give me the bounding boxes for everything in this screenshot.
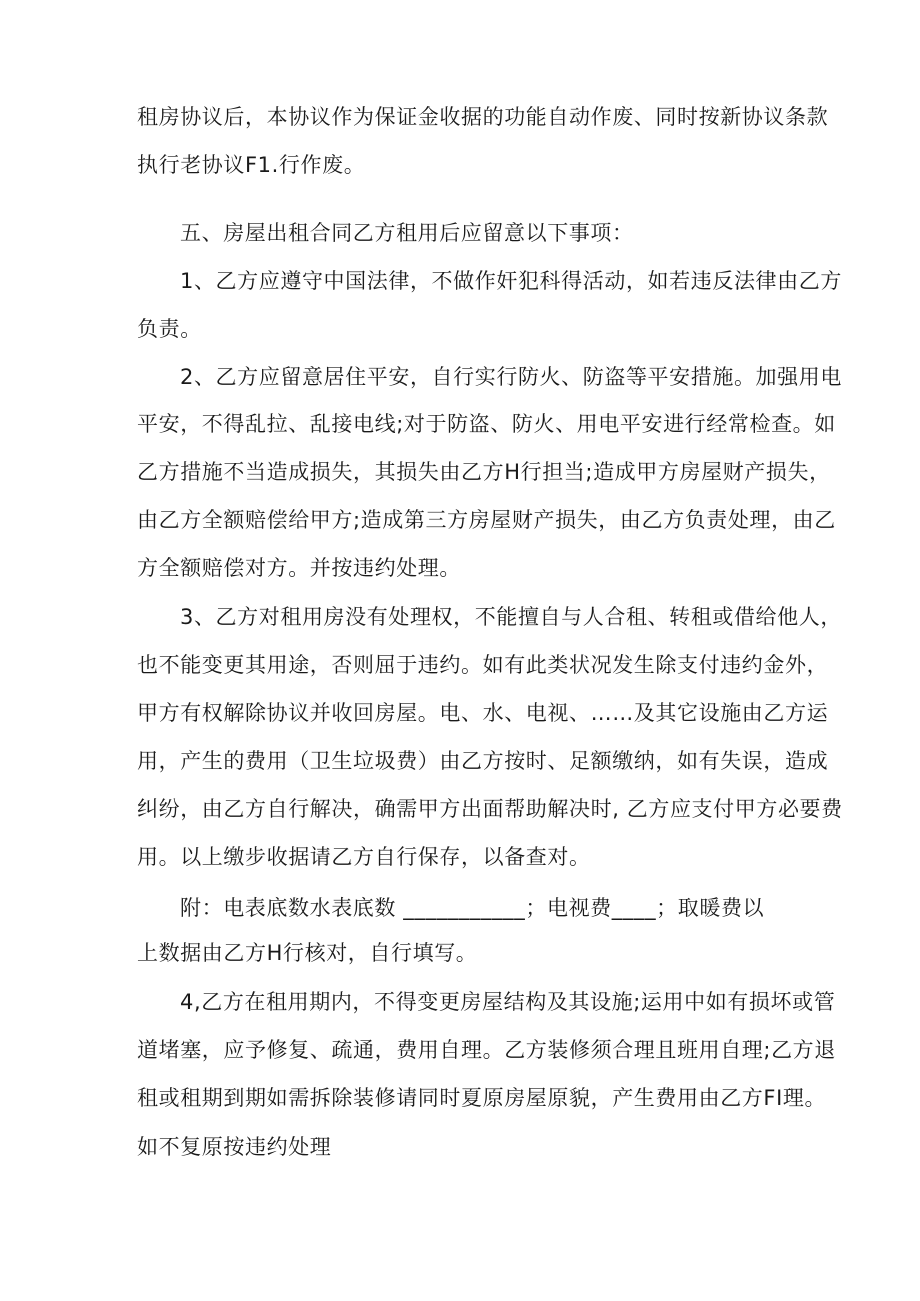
- text-line: 纠纷，由乙方自行解决，确需甲方出面帮助解决时, 乙方应支付甲方必要费: [137, 797, 843, 821]
- section-heading: 五、房屋出租合同乙方租用后应留意以下事项：: [180, 221, 634, 245]
- text-line: 甲方有权解除协议并收回房屋。电、水、电视、……及其它设施由乙方运: [137, 701, 829, 725]
- text-line: 也不能变更其用途，否则屈于违约。如有此类状况发生除支付违约金外，: [137, 653, 829, 677]
- text-line: 4,乙方在租用期内，不得变更房屋结构及其设施;运用中如有损坏或管: [180, 990, 836, 1014]
- text-line: 执行老协议F1.行作废。: [137, 153, 366, 177]
- text-line: 乙方措施不当造成损失，其损失由乙方H行担当;造成甲方房屋财产损失，: [137, 460, 831, 484]
- text-line: 由乙方全额赔偿给甲方;造成第三方房屋财产损失，由乙方负责处理，由乙: [137, 508, 836, 532]
- text-line: 平安，不得乱拉、乱接电线;对于防盗、防火、用电平安进行经常检查。如: [137, 412, 836, 436]
- text-line: 1、乙方应遵守中国法律，不做作奸犯科得活动，如若违反法律由乙方: [180, 269, 842, 293]
- text-line: 上数据由乙方H行核对，自行填写。: [137, 941, 478, 965]
- text-line: 用。以上缴步收据请乙方自行保存，以备查对。: [137, 845, 591, 869]
- text-line: 如不复原按违约处理: [137, 1135, 332, 1159]
- text-line: 2、乙方应留意居住平安，自行实行防火、防盗等平安措施。加强用电: [180, 365, 842, 389]
- text-line: 方全额赔偿对方。并按违约处理。: [137, 556, 461, 580]
- text-line: 3、乙方对租用房没有处理权，不能擅自与人合租、转租或借给他人，: [180, 605, 842, 629]
- text-line: 道堵塞，应予修复、疏通，费用自理。乙方装修须合理且班用自理;乙方退: [137, 1038, 836, 1062]
- text-line: 租或租期到期如需拆除装修请同时夏原房屋原貌，产生费用由乙方FI理。: [137, 1086, 827, 1110]
- meter-readings-line: 附：电表底数水表底数 ___________；电视费____；取暖费以: [180, 896, 765, 920]
- text-line: 用，产生的费用（卫生垃圾费）由乙方按时、足额缴纳，如有失误，造成: [137, 749, 829, 773]
- text-line: 负责。: [137, 317, 202, 341]
- text-line: 租房协议后，本协议作为保证金收据的功能自动作废、同时按新协议条款: [137, 105, 829, 129]
